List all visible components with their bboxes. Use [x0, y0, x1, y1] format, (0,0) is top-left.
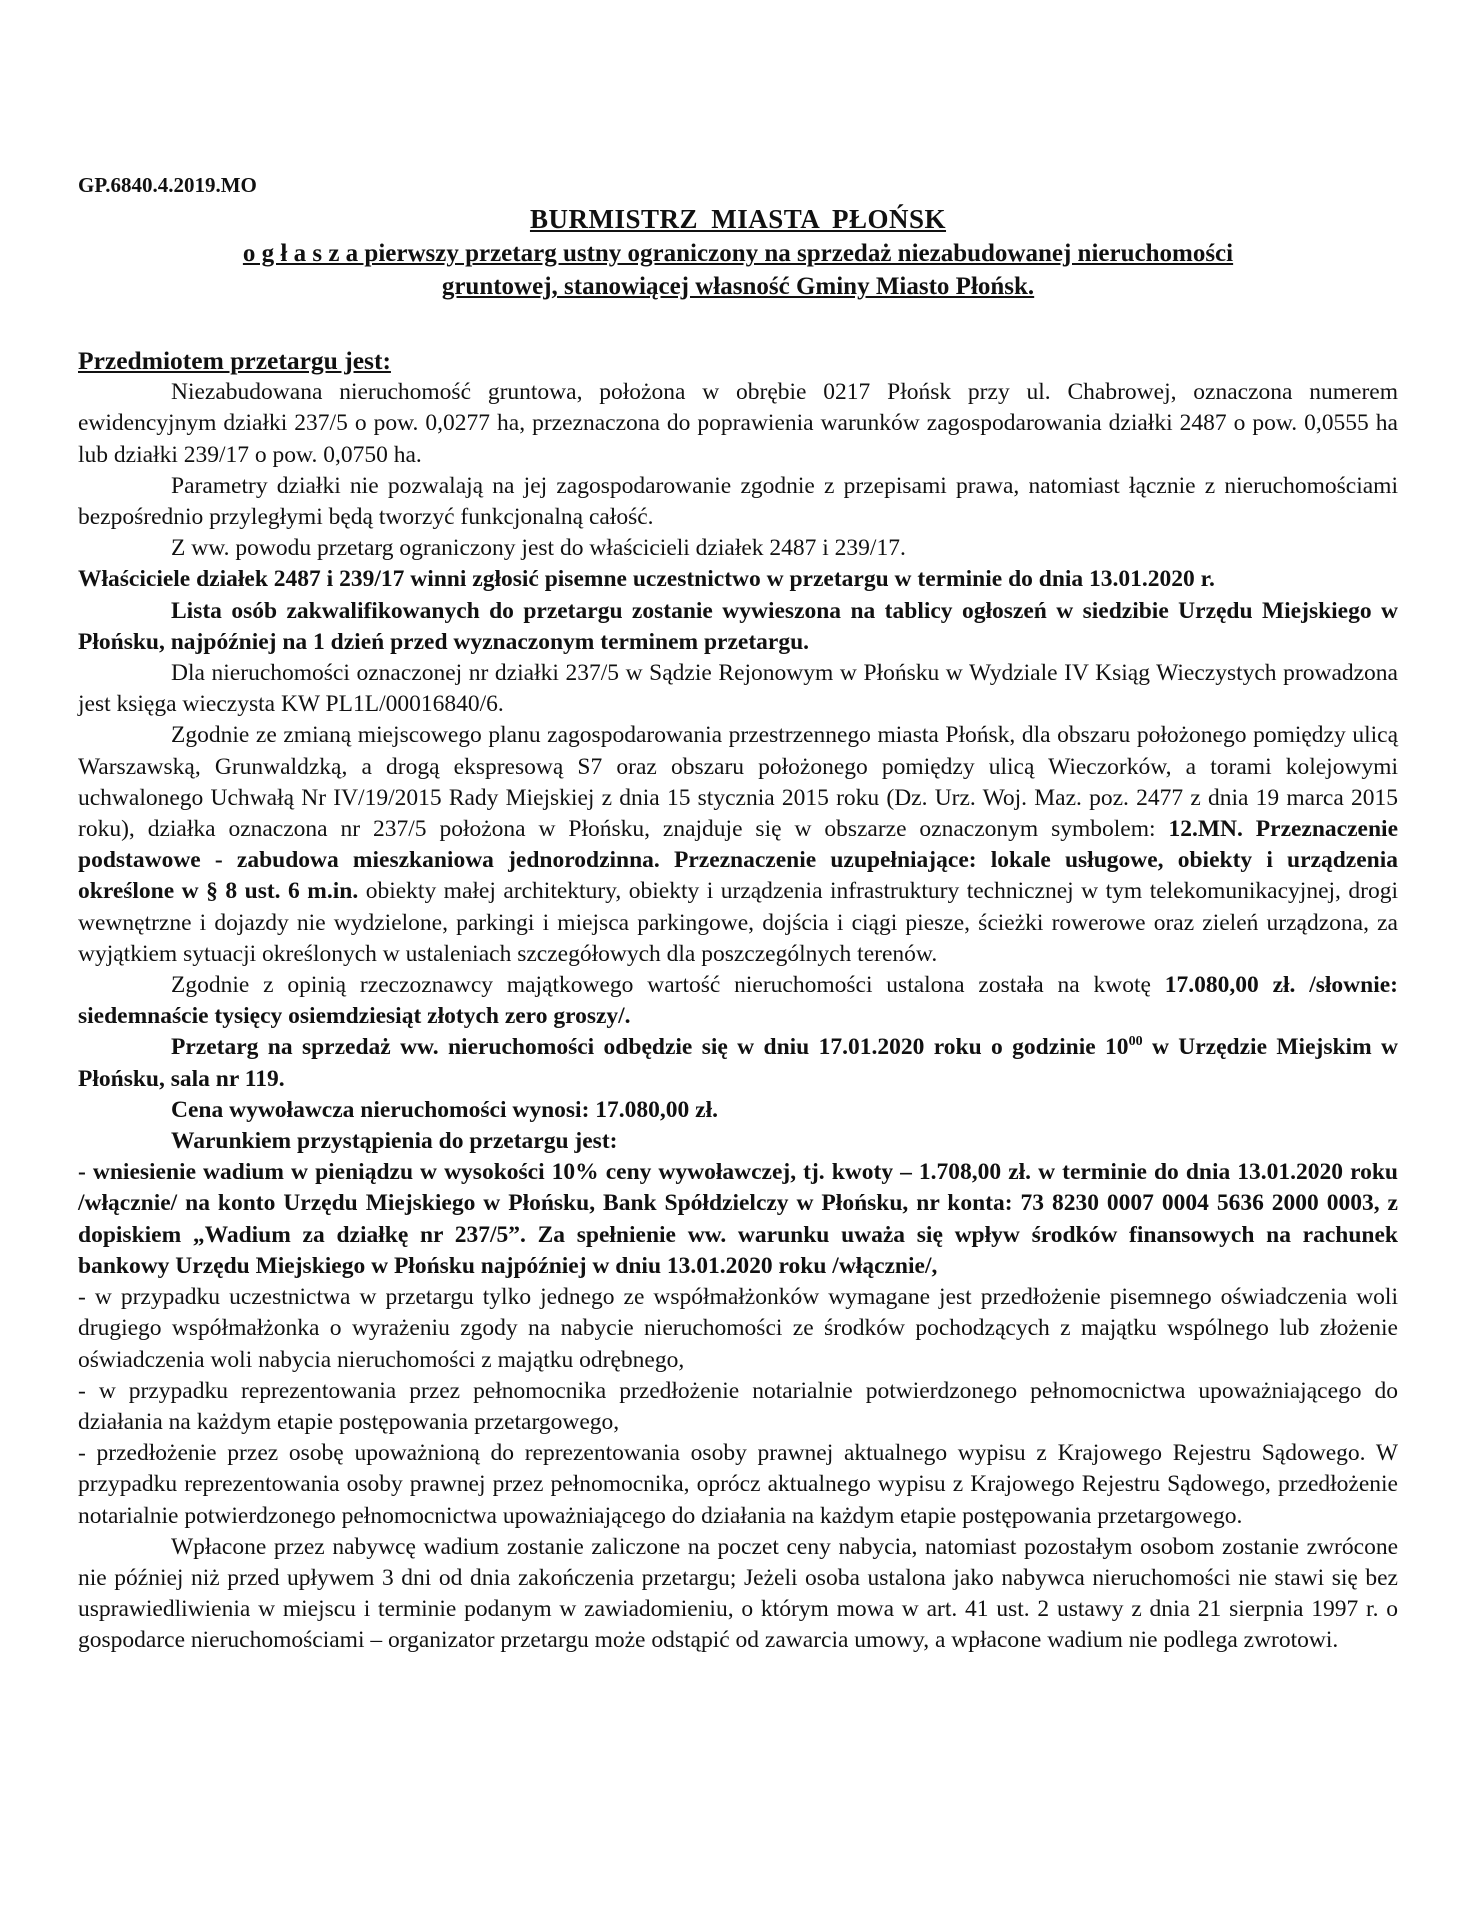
valuation-amount: 17.080,00 zł. /słownie: siedemnaście tysięcy osiemdziesiąt złotych zero groszy/.	[78, 972, 1398, 1030]
paragraph-parameters: Parametry działki nie pozwalają na jej zagospodarowanie zgodnie z przepisami prawa, natomiast łącznie z nieruchomościami bezpośrednio przyległymi będą tworzyć funkcjonalną całość.	[78, 472, 1398, 531]
valuation-text: Zgodnie z opinią rzeczoznawcy majątkowego wartość nieruchomości ustalona została na kwotę	[171, 972, 1151, 999]
paragraph-valuation	[78, 970, 1398, 1032]
spacer	[78, 303, 1398, 345]
reference-number: GP.6840.4.2019.MO	[78, 173, 257, 197]
paragraph-registration-deadline: Właściciele działek 2487 i 239/17 winni zgłosić pisemne uczestnictwo w przetargu w terminie do dnia 13.01.2020 r.	[78, 566, 1215, 593]
zoning-text-c: obiekty małej architektury, obiekty i urządzenia infrastruktury technicznej w tym telekomunikacyjnej, drogi wewnętrzne i dojazdy nie wydzielone, parkingi i miejsca parkingowe, dojścia i ciągi piesze, ścieżki rowerowe oraz zieleń urządzona, za wyjątkiem sytuacji określonych w ustaleniach szczegółowych dla poszczególnych terenów.	[78, 878, 1398, 967]
paragraph-property-description: Niezabudowana nieruchomość gruntowa, położona w obrębie 0217 Płońsk przy ul. Chabrowej, oznaczona numerem ewidencyjnym działki 237/5 o pow. 0,0277 ha, przeznaczona do poprawienia warunków zagospodarowania działki 2487 o pow. 0,0555 ha lub działki 239/17 o pow. 0,0750 ha.	[78, 379, 1398, 468]
subtitle-line-1: o g ł a s z a pierwszy przetarg ustny ograniczony na sprzedaż niezabudowanej nieruchomości	[242, 240, 1234, 268]
document-page	[78, 170, 1398, 1657]
paragraph-zoning-plan	[78, 720, 1398, 970]
document-subtitle	[78, 237, 1398, 303]
auction-location: w Urzędzie Miejskim w Płońsku, sala nr 119.	[78, 1034, 1398, 1092]
zoning-text-a: Zgodnie ze zmianą miejscowego planu zagospodarowania przestrzennego miasta Płońsk, dla obszaru położonego pomiędzy ulicą Warszawską, Grunwaldzką, a drogą ekspresową S7 oraz obszaru położonego pomiędzy ulicą Wieczorków, a torami kolejowymi uchwalonego Uchwałą Nr IV/19/2015 Rady Miejskiej z dnia 15 stycznia 2015 roku (Dz. Urz. Woj. Maz. poz. 2477 z dnia 19 marca 2015 roku), działka oznaczona nr 237/5 położona w Płońsku, znajduje się w obszarze oznaczonym symbolem:	[78, 722, 1398, 843]
condition-deposit: - wniesienie wadium w pieniądzu w wysokości 10% ceny wywoławczej, tj. kwoty – 1.708,00 zł. w terminie do dnia 13.01.2020 roku /włącznie/ na konto Urzędu Miejskiego w Płońsku, Bank Spółdzielczy w Płońsku, nr konta: 73 8230 0007 0004 5636 2000 0003, z dopiskiem „Wadium za działkę nr 237/5”. Za spełnienie ww. warunku uważa się wpływ środków finansowych na rachunek bankowy Urzędu Miejskiego w Płońsku najpóźniej w dniu 13.01.2020 roku /włącznie/,	[78, 1159, 1398, 1279]
auction-hour-superscript: 00	[1128, 1034, 1143, 1050]
paragraph-qualified-list: Lista osób zakwalifikowanych do przetargu zostanie wywieszona na tablicy ogłoszeń w siedzibie Urzędu Miejskiego w Płońsku, najpóźniej na 1 dzień przed wyznaczonym terminem przetargu.	[78, 597, 1398, 655]
paragraph-auction-date	[78, 1032, 1398, 1094]
paragraph-land-registry: Dla nieruchomości oznaczonej nr działki 237/5 w Sądzie Rejonowym w Płońsku w Wydziale IV Ksiąg Wieczystych prowadzona jest księga wieczysta KW PL1L/00016840/6.	[78, 660, 1398, 718]
paragraph-deposit-handling: Wpłacone przez nabywcę wadium zostanie zaliczone na poczet ceny nabycia, natomiast pozostałym osobom zostanie zwrócone nie później niż przed upływem 3 dni od dnia zakończenia przetargu; Jeżeli osoba ustalona jako nabywca nieruchomości nie stawi się bez usprawiedliwienia w miejscu i terminie podanym w zawiadomieniu, o którym mowa w art. 41 ust. 2 ustawy z dnia 21 sierpnia 1997 r. o gospodarce nieruchomościami – organizator przetargu może odstąpić od zawarcia umowy, a wpłacone wadium nie podlega zwrotowi.	[78, 1533, 1398, 1654]
paragraph-conditions-heading: Warunkiem przystąpienia do przetargu jest:	[171, 1128, 618, 1155]
zoning-text-b: 12.MN. Przeznaczenie podstawowe - zabudowa mieszkaniowa jednorodzinna. Przeznaczenie uzupełniające: lokale usługowe, obiekty i urządzenia określone w § 8 ust. 6 m.in.	[78, 816, 1398, 905]
section-heading: Przedmiotem przetargu jest:	[78, 346, 391, 376]
document-title: BURMISTRZ MIASTA PŁOŃSK	[529, 204, 947, 235]
condition-legal-entity: - przedłożenie przez osobę upoważnioną do reprezentowania osoby prawnej aktualnego wypisu z Krajowego Rejestru Sądowego. W przypadku reprezentowania osoby prawnej przez pełnomocnika, oprócz aktualnego wypisu z Krajowego Rejestru Sądowego, przedłożenie notarialnie potwierdzonego pełnomocnictwa upoważniającego do działania na każdym etapie postępowania przetargowego.	[78, 1440, 1398, 1529]
paragraph-restriction: Z ww. powodu przetarg ograniczony jest do właścicieli działek 2487 i 239/17.	[171, 535, 906, 562]
condition-proxy: - w przypadku reprezentowania przez pełnomocnika przedłożenie notarialnie potwierdzonego pełnomocnictwa upoważniającego do działania na każdym etapie postępowania przetargowego,	[78, 1377, 1398, 1435]
condition-spouse: - w przypadku uczestnictwa w przetargu tylko jednego ze współmałżonków wymagane jest przedłożenie pisemnego oświadczenia woli drugiego współmałżonka o wyrażeniu zgody na nabycie nieruchomości ze środków pochodzących z majątku wspólnego lub złożenie oświadczenia woli nabycia nieruchomości z majątku odrębnego,	[78, 1284, 1398, 1373]
paragraph-starting-price: Cena wywoławcza nieruchomości wynosi: 17.080,00 zł.	[171, 1096, 718, 1123]
auction-date-text: Przetarg na sprzedaż ww. nieruchomości odbędzie się w dniu 17.01.2020 roku o godzinie 10	[171, 1034, 1129, 1061]
subtitle-line-2: gruntowej, stanowiącej własność Gminy Miasto Płońsk.	[441, 273, 1035, 301]
